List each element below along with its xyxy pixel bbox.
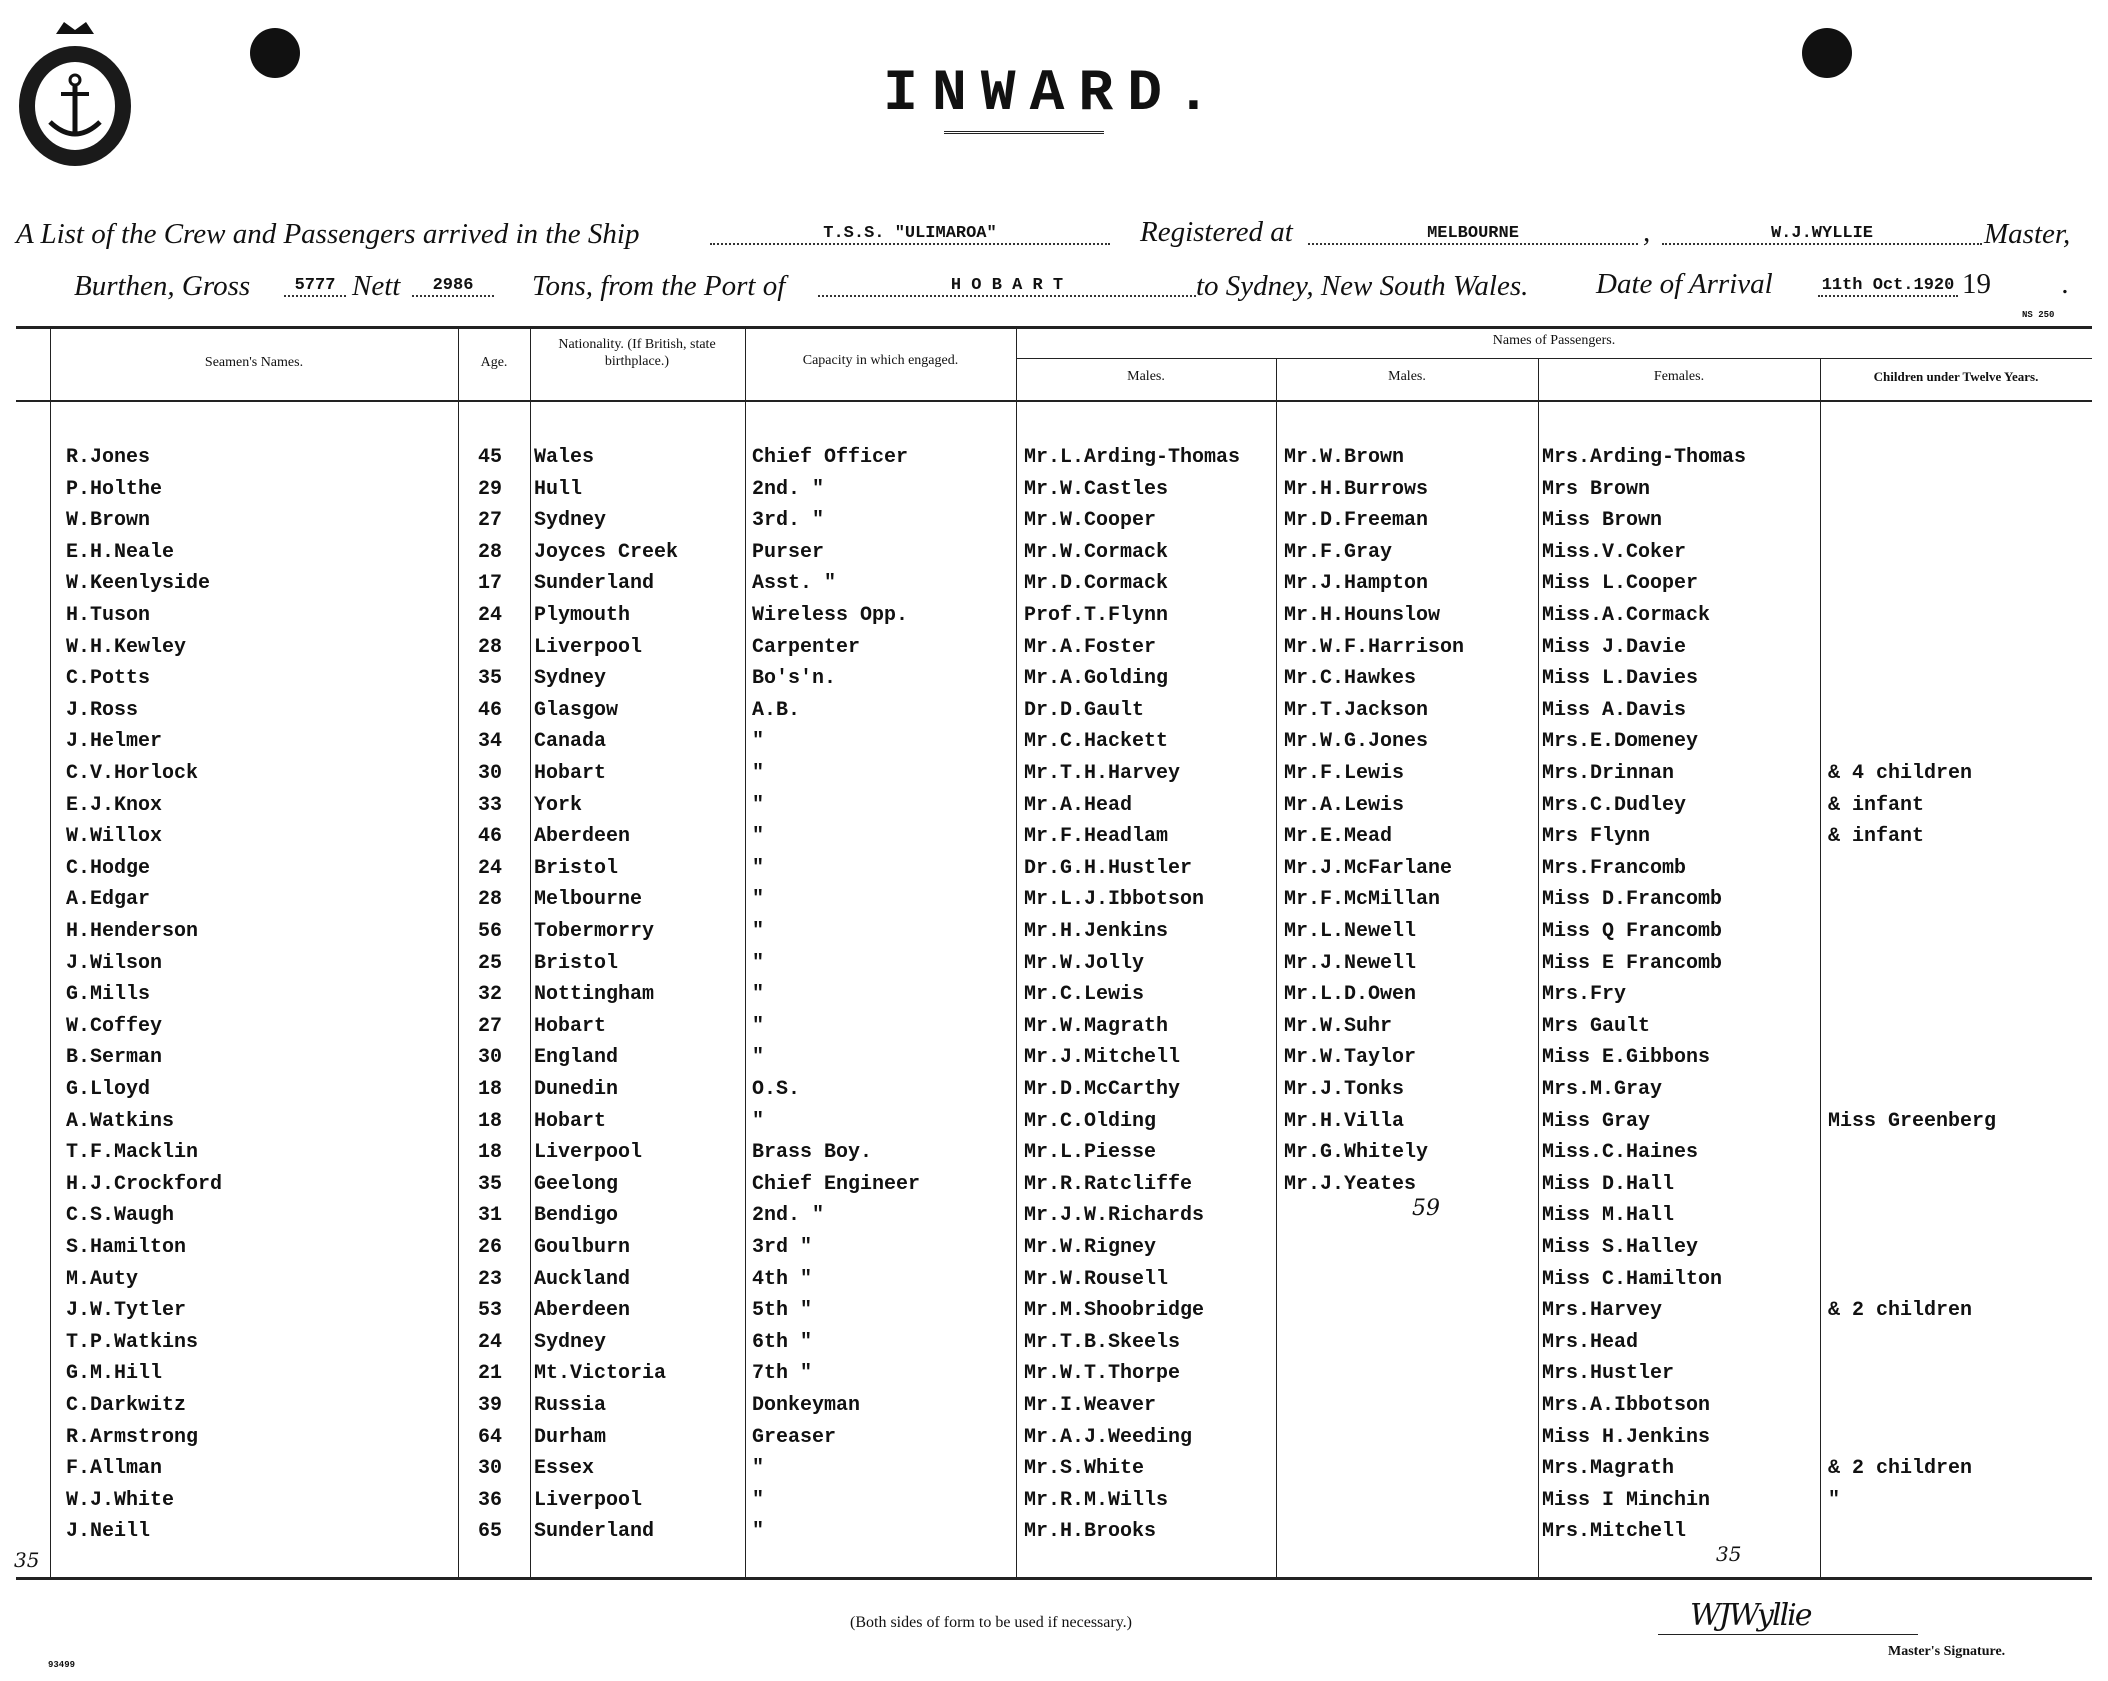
- seaman-name: C.Darkwitz: [66, 1394, 187, 1417]
- passenger-female: Mrs Gault: [1542, 1015, 1651, 1038]
- passenger-male: Mr.W.Cooper: [1024, 509, 1157, 532]
- seaman-age: 64: [478, 1426, 503, 1449]
- col-divider-1: [50, 327, 51, 1577]
- nett-label: Nett: [352, 270, 401, 302]
- seaman-capacity: 2nd. ": [752, 478, 825, 501]
- seaman-name: W.Keenlyside: [66, 572, 211, 595]
- passenger-female: Miss Brown: [1542, 509, 1663, 532]
- seaman-age: 32: [478, 983, 503, 1006]
- seaman-capacity: ": [752, 1046, 765, 1069]
- seaman-capacity: ": [752, 762, 765, 785]
- passenger-female: Mrs.Mitchell: [1542, 1520, 1687, 1543]
- seaman-nationality: Canada: [534, 730, 607, 753]
- passenger-female: Mrs.M.Gray: [1542, 1078, 1663, 1101]
- seaman-nationality: Hobart: [534, 762, 607, 785]
- signature-label: Master's Signature.: [1888, 1644, 2006, 1659]
- passenger-female: Mrs.E.Domeney: [1542, 730, 1699, 753]
- passenger-female: Miss E Francomb: [1542, 952, 1723, 975]
- seaman-age: 28: [478, 888, 503, 911]
- passenger-child-note: & infant: [1828, 794, 1925, 817]
- passenger-male: Mr.H.Brooks: [1024, 1520, 1157, 1543]
- passenger-female: Mrs.Drinnan: [1542, 762, 1675, 785]
- passenger-male: Mr.D.Freeman: [1284, 509, 1429, 532]
- seaman-capacity: 5th ": [752, 1299, 813, 1322]
- seaman-age: 29: [478, 478, 503, 501]
- seaman-age: 24: [478, 1331, 503, 1354]
- passenger-male: Mr.F.Gray: [1284, 541, 1393, 564]
- date-label: Date of Arrival: [1596, 268, 1773, 300]
- seaman-name: C.Potts: [66, 667, 151, 690]
- passenger-male: Prof.T.Flynn: [1024, 604, 1169, 627]
- seaman-name: G.M.Hill: [66, 1362, 163, 1385]
- passenger-male: Mr.F.Lewis: [1284, 762, 1405, 785]
- passenger-child-note: & 4 children: [1828, 762, 1973, 785]
- seaman-age: 28: [478, 636, 503, 659]
- seaman-capacity: ": [752, 857, 765, 880]
- passenger-female: Mrs Flynn: [1542, 825, 1651, 848]
- passenger-female: Mrs.Head: [1542, 1331, 1639, 1354]
- passenger-male: Mr.A.Head: [1024, 794, 1133, 817]
- passenger-female: Miss.C.Haines: [1542, 1141, 1699, 1164]
- seaman-nationality: Durham: [534, 1426, 607, 1449]
- passenger-male: Mr.R.Ratcliffe: [1024, 1173, 1193, 1196]
- passenger-male: Mr.A.Lewis: [1284, 794, 1405, 817]
- seaman-nationality: Sydney: [534, 509, 607, 532]
- seaman-name: H.Tuson: [66, 604, 151, 627]
- seaman-name: G.Lloyd: [66, 1078, 151, 1101]
- col-header-females: Females.: [1653, 369, 1705, 384]
- passenger-male: Mr.M.Shoobridge: [1024, 1299, 1205, 1322]
- seaman-capacity: O.S.: [752, 1078, 801, 1101]
- registered-port: MELBOURNE: [1308, 224, 1638, 245]
- seaman-capacity: ": [752, 983, 765, 1006]
- col-header-passengers: Names of Passengers.: [1492, 333, 1616, 348]
- form-code: NS 250: [2022, 310, 2055, 320]
- seaman-name: S.Hamilton: [66, 1236, 187, 1259]
- passenger-male: Mr.J.W.Richards: [1024, 1204, 1205, 1227]
- seaman-nationality: Joyces Creek: [534, 541, 679, 564]
- passenger-male: Mr.W.Jolly: [1024, 952, 1145, 975]
- seaman-name: A.Edgar: [66, 888, 151, 911]
- seaman-name: J.W.Tytler: [66, 1299, 187, 1322]
- page-title: INWARD.: [883, 62, 1225, 127]
- seaman-capacity: ": [752, 920, 765, 943]
- passenger-male: Mr.J.Tonks: [1284, 1078, 1405, 1101]
- passenger-male: Mr.T.B.Skeels: [1024, 1331, 1181, 1354]
- passenger-male: Mr.A.Foster: [1024, 636, 1157, 659]
- seaman-capacity: ": [752, 1110, 765, 1133]
- seaman-nationality: Essex: [534, 1457, 595, 1480]
- seaman-age: 65: [478, 1520, 503, 1543]
- master-signature: WJWyllie: [1690, 1598, 1811, 1633]
- title-rule: [944, 131, 1104, 134]
- passenger-male: Mr.T.H.Harvey: [1024, 762, 1181, 785]
- seaman-capacity: Carpenter: [752, 636, 861, 659]
- passenger-male: Mr.L.J.Ibbotson: [1024, 888, 1205, 911]
- passenger-male: Mr.F.Headlam: [1024, 825, 1169, 848]
- seaman-name: J.Wilson: [66, 952, 163, 975]
- seaman-capacity: 6th ": [752, 1331, 813, 1354]
- females-count-note: 35: [1716, 1542, 1742, 1566]
- passenger-male: Mr.C.Lewis: [1024, 983, 1145, 1006]
- seaman-nationality: Melbourne: [534, 888, 643, 911]
- col-divider-3: [530, 327, 531, 1577]
- seaman-nationality: Russia: [534, 1394, 607, 1417]
- seaman-age: 46: [478, 699, 503, 722]
- form-number: 93499: [48, 1660, 76, 1670]
- seaman-nationality: Liverpool: [534, 636, 643, 659]
- passenger-female: Miss M.Hall: [1542, 1204, 1675, 1227]
- seaman-age: 39: [478, 1394, 503, 1417]
- passenger-female: Miss L.Davies: [1542, 667, 1699, 690]
- crew-count-note: 35: [14, 1548, 40, 1572]
- seaman-age: 34: [478, 730, 503, 753]
- col-divider-8: [1820, 358, 1821, 1577]
- col-divider-4: [745, 327, 746, 1577]
- seaman-age: 21: [478, 1362, 503, 1385]
- passenger-female: Mrs.Fry: [1542, 983, 1627, 1006]
- seaman-nationality: Sydney: [534, 1331, 607, 1354]
- seaman-nationality: Wales: [534, 446, 595, 469]
- col-header-nationality: Nationality. (If British, state birthplace.): [558, 337, 716, 369]
- seaman-age: 18: [478, 1078, 503, 1101]
- seaman-age: 18: [478, 1110, 503, 1133]
- seaman-capacity: 4th ": [752, 1268, 813, 1291]
- seaman-nationality: Hobart: [534, 1015, 607, 1038]
- seaman-name: W.H.Kewley: [66, 636, 187, 659]
- passenger-male: Mr.J.McFarlane: [1284, 857, 1453, 880]
- seaman-capacity: Wireless Opp.: [752, 604, 909, 627]
- passenger-male: Mr.L.Arding-Thomas: [1024, 446, 1241, 469]
- seaman-name: J.Ross: [66, 699, 139, 722]
- seaman-capacity: ": [752, 825, 765, 848]
- seaman-age: 45: [478, 446, 503, 469]
- passenger-male: Mr.E.Mead: [1284, 825, 1393, 848]
- seaman-name: C.S.Waugh: [66, 1204, 175, 1227]
- passenger-child-note: & infant: [1828, 825, 1925, 848]
- seaman-capacity: ": [752, 1457, 765, 1480]
- seaman-name: R.Armstrong: [66, 1426, 199, 1449]
- passenger-female: Mrs.Arding-Thomas: [1542, 446, 1747, 469]
- header-comma: ,: [1643, 216, 1651, 248]
- seaman-age: 53: [478, 1299, 503, 1322]
- seaman-capacity: ": [752, 730, 765, 753]
- passenger-child-note: & 2 children: [1828, 1299, 1973, 1322]
- passenger-female: Miss A.Davis: [1542, 699, 1687, 722]
- passenger-male: Mr.L.Piesse: [1024, 1141, 1157, 1164]
- seaman-age: 27: [478, 509, 503, 532]
- passenger-female: Mrs.C.Dudley: [1542, 794, 1687, 817]
- passenger-male: Mr.L.D.Owen: [1284, 983, 1417, 1006]
- passenger-male: Mr.W.Rigney: [1024, 1236, 1157, 1259]
- passenger-male: Mr.I.Weaver: [1024, 1394, 1157, 1417]
- passengers-subheader-rule: [1016, 358, 2092, 359]
- table-top-border: [16, 326, 2092, 329]
- passenger-female: Miss J.Davie: [1542, 636, 1687, 659]
- seaman-age: 33: [478, 794, 503, 817]
- passenger-male: Mr.S.White: [1024, 1457, 1145, 1480]
- seaman-nationality: Goulburn: [534, 1236, 631, 1259]
- passenger-female: Miss.V.Coker: [1542, 541, 1687, 564]
- seaman-name: R.Jones: [66, 446, 151, 469]
- seaman-capacity: Asst. ": [752, 572, 837, 595]
- seaman-nationality: Hull: [534, 478, 583, 501]
- seaman-name: E.H.Neale: [66, 541, 175, 564]
- passenger-female: Mrs.Francomb: [1542, 857, 1687, 880]
- burthen-label: Burthen, Gross: [74, 270, 251, 302]
- passenger-female: Mrs.Magrath: [1542, 1457, 1675, 1480]
- passenger-child-note: Miss Greenberg: [1828, 1110, 1997, 1133]
- passenger-male: Mr.W.F.Harrison: [1284, 636, 1465, 659]
- seaman-age: 28: [478, 541, 503, 564]
- passenger-female: Mrs.Harvey: [1542, 1299, 1663, 1322]
- passenger-male: Dr.G.H.Hustler: [1024, 857, 1193, 880]
- passenger-male: Mr.W.Castles: [1024, 478, 1169, 501]
- passenger-male: Mr.W.Taylor: [1284, 1046, 1417, 1069]
- seaman-capacity: ": [752, 794, 765, 817]
- seaman-age: 30: [478, 1457, 503, 1480]
- header-line1-prefix: A List of the Crew and Passengers arrived in the Ship: [16, 218, 640, 250]
- seaman-name: B.Serman: [66, 1046, 163, 1069]
- seaman-name: H.J.Crockford: [66, 1173, 223, 1196]
- passenger-female: Miss D.Francomb: [1542, 888, 1723, 911]
- passenger-female: Miss L.Cooper: [1542, 572, 1699, 595]
- seaman-nationality: Sunderland: [534, 1520, 655, 1543]
- seaman-age: 24: [478, 857, 503, 880]
- passenger-male: Mr.W.Suhr: [1284, 1015, 1393, 1038]
- passenger-female: Miss C.Hamilton: [1542, 1268, 1723, 1291]
- seaman-capacity: ": [752, 888, 765, 911]
- seaman-nationality: Glasgow: [534, 699, 619, 722]
- arrival-date: 11th Oct.1920: [1818, 276, 1958, 297]
- seaman-nationality: Mt.Victoria: [534, 1362, 667, 1385]
- col-header-capacity: Capacity in which engaged.: [802, 353, 959, 368]
- passenger-male: Mr.W.Cormack: [1024, 541, 1169, 564]
- passenger-male: Mr.W.Rousell: [1024, 1268, 1169, 1291]
- master-label: Master,: [1984, 218, 2071, 250]
- col-divider-5: [1016, 327, 1017, 1577]
- passenger-male: Mr.H.Burrows: [1284, 478, 1429, 501]
- passenger-male: Mr.H.Villa: [1284, 1110, 1405, 1133]
- passenger-female: Mrs.Hustler: [1542, 1362, 1675, 1385]
- nett-tons: 2986: [412, 276, 494, 297]
- passenger-male: Mr.D.Cormack: [1024, 572, 1169, 595]
- seaman-nationality: Aberdeen: [534, 1299, 631, 1322]
- seaman-age: 35: [478, 667, 503, 690]
- seaman-name: H.Henderson: [66, 920, 199, 943]
- table-bottom-border: [16, 1577, 2092, 1580]
- passenger-male: Mr.R.M.Wills: [1024, 1489, 1169, 1512]
- seaman-name: W.Brown: [66, 509, 151, 532]
- seaman-name: F.Allman: [66, 1457, 163, 1480]
- seaman-nationality: Liverpool: [534, 1141, 643, 1164]
- seaman-nationality: Liverpool: [534, 1489, 643, 1512]
- seaman-capacity: 3rd ": [752, 1236, 813, 1259]
- passenger-male: Mr.D.McCarthy: [1024, 1078, 1181, 1101]
- year-suffix: 19: [1962, 268, 1991, 300]
- passenger-male: Mr.C.Hawkes: [1284, 667, 1417, 690]
- footer-note: (Both sides of form to be used if necessary.): [850, 1614, 1132, 1631]
- passenger-female: Miss.A.Cormack: [1542, 604, 1711, 627]
- passenger-male: Mr.J.Newell: [1284, 952, 1417, 975]
- destination-label: to Sydney, New South Wales.: [1196, 270, 1529, 302]
- header-period: .: [2062, 268, 2070, 300]
- seaman-name: M.Auty: [66, 1268, 139, 1291]
- passenger-male: Mr.C.Hackett: [1024, 730, 1169, 753]
- seaman-nationality: Tobermorry: [534, 920, 655, 943]
- seaman-nationality: Bristol: [534, 857, 619, 880]
- seaman-nationality: England: [534, 1046, 619, 1069]
- passenger-male: Mr.W.T.Thorpe: [1024, 1362, 1181, 1385]
- seaman-age: 23: [478, 1268, 503, 1291]
- seaman-name: W.J.White: [66, 1489, 175, 1512]
- seaman-name: P.Holthe: [66, 478, 163, 501]
- passenger-male: Mr.T.Jackson: [1284, 699, 1429, 722]
- seaman-name: E.J.Knox: [66, 794, 163, 817]
- passenger-male: Mr.L.Newell: [1284, 920, 1417, 943]
- seaman-age: 18: [478, 1141, 503, 1164]
- passenger-male: Mr.J.Yeates: [1284, 1173, 1417, 1196]
- passenger-male: Mr.F.McMillan: [1284, 888, 1441, 911]
- passenger-male: Mr.A.Golding: [1024, 667, 1169, 690]
- gross-tons: 5777: [284, 276, 346, 297]
- seaman-nationality: Auckland: [534, 1268, 631, 1291]
- seaman-capacity: ": [752, 952, 765, 975]
- passenger-child-note: ": [1828, 1489, 1841, 1512]
- passenger-female: Miss E.Gibbons: [1542, 1046, 1711, 1069]
- seaman-nationality: Bendigo: [534, 1204, 619, 1227]
- passenger-female: Mrs.A.Ibbotson: [1542, 1394, 1711, 1417]
- seaman-nationality: Hobart: [534, 1110, 607, 1133]
- signature-line: [1658, 1634, 1918, 1635]
- col-divider-7: [1538, 358, 1539, 1577]
- seaman-age: 35: [478, 1173, 503, 1196]
- seaman-nationality: Nottingham: [534, 983, 655, 1006]
- passenger-female: Miss D.Hall: [1542, 1173, 1675, 1196]
- seaman-capacity: Purser: [752, 541, 825, 564]
- seaman-nationality: Plymouth: [534, 604, 631, 627]
- tons-label: Tons, from the Port of: [532, 270, 786, 302]
- passenger-male: Mr.W.Magrath: [1024, 1015, 1169, 1038]
- seaman-capacity: 2nd. ": [752, 1204, 825, 1227]
- col-header-children: Children under Twelve Years.: [1873, 369, 2039, 384]
- col-header-seamen: Seamen's Names.: [204, 355, 304, 370]
- seaman-name: W.Willox: [66, 825, 163, 848]
- passenger-male: Dr.D.Gault: [1024, 699, 1145, 722]
- seaman-name: T.P.Watkins: [66, 1331, 199, 1354]
- passenger-male: Mr.J.Hampton: [1284, 572, 1429, 595]
- seaman-capacity: Brass Boy.: [752, 1141, 873, 1164]
- seaman-capacity: ": [752, 1489, 765, 1512]
- passenger-male: Mr.H.Jenkins: [1024, 920, 1169, 943]
- seaman-age: 24: [478, 604, 503, 627]
- seaman-name: J.Helmer: [66, 730, 163, 753]
- seaman-nationality: Aberdeen: [534, 825, 631, 848]
- seaman-nationality: Bristol: [534, 952, 619, 975]
- seaman-age: 56: [478, 920, 503, 943]
- passenger-female: Miss H.Jenkins: [1542, 1426, 1711, 1449]
- seaman-age: 36: [478, 1489, 503, 1512]
- passenger-male: Mr.J.Mitchell: [1024, 1046, 1181, 1069]
- seaman-name: W.Coffey: [66, 1015, 163, 1038]
- passenger-female: Miss Q Francomb: [1542, 920, 1723, 943]
- seaman-age: 31: [478, 1204, 503, 1227]
- col-divider-6: [1276, 358, 1277, 1577]
- departure-port: H O B A R T: [818, 276, 1196, 297]
- seaman-nationality: Geelong: [534, 1173, 619, 1196]
- seaman-age: 25: [478, 952, 503, 975]
- seaman-nationality: Sunderland: [534, 572, 655, 595]
- seaman-age: 17: [478, 572, 503, 595]
- seaman-age: 46: [478, 825, 503, 848]
- seaman-name: C.Hodge: [66, 857, 151, 880]
- col-divider-2: [458, 327, 459, 1577]
- table-header-border: [16, 400, 2092, 402]
- registered-label: Registered at: [1140, 216, 1293, 248]
- seaman-name: A.Watkins: [66, 1110, 175, 1133]
- master-name: W.J.WYLLIE: [1662, 224, 1982, 245]
- seaman-capacity: Chief Engineer: [752, 1173, 921, 1196]
- ship-name: T.S.S. "ULIMAROA": [710, 224, 1110, 245]
- passenger-female: Miss Gray: [1542, 1110, 1651, 1133]
- males2-count-note: 59: [1412, 1196, 1440, 1221]
- seaman-age: 30: [478, 1046, 503, 1069]
- seaman-age: 26: [478, 1236, 503, 1259]
- col-header-males-2: Males.: [1388, 369, 1426, 384]
- seaman-name: C.V.Horlock: [66, 762, 199, 785]
- seaman-age: 27: [478, 1015, 503, 1038]
- seaman-capacity: ": [752, 1520, 765, 1543]
- passenger-child-note: & 2 children: [1828, 1457, 1973, 1480]
- seaman-capacity: Chief Officer: [752, 446, 909, 469]
- passenger-female: Miss I Minchin: [1542, 1489, 1711, 1512]
- seaman-nationality: Sydney: [534, 667, 607, 690]
- seaman-nationality: York: [534, 794, 583, 817]
- seaman-nationality: Dunedin: [534, 1078, 619, 1101]
- seaman-name: T.F.Macklin: [66, 1141, 199, 1164]
- seaman-capacity: 3rd. ": [752, 509, 825, 532]
- passenger-female: Miss S.Halley: [1542, 1236, 1699, 1259]
- passenger-male: Mr.W.G.Jones: [1284, 730, 1429, 753]
- seaman-capacity: Greaser: [752, 1426, 837, 1449]
- seaman-capacity: ": [752, 1015, 765, 1038]
- seaman-capacity: A.B.: [752, 699, 801, 722]
- col-header-age: Age.: [480, 355, 508, 370]
- seaman-capacity: Bo's'n.: [752, 667, 837, 690]
- seaman-name: G.Mills: [66, 983, 151, 1006]
- seaman-age: 30: [478, 762, 503, 785]
- passenger-female: Mrs Brown: [1542, 478, 1651, 501]
- seaman-name: J.Neill: [66, 1520, 151, 1543]
- passenger-male: Mr.C.Olding: [1024, 1110, 1157, 1133]
- passenger-male: Mr.A.J.Weeding: [1024, 1426, 1193, 1449]
- passenger-male: Mr.H.Hounslow: [1284, 604, 1441, 627]
- passenger-male: Mr.W.Brown: [1284, 446, 1405, 469]
- col-header-males-1: Males.: [1127, 369, 1165, 384]
- seaman-capacity: 7th ": [752, 1362, 813, 1385]
- seaman-capacity: Donkeyman: [752, 1394, 861, 1417]
- passenger-male: Mr.G.Whitely: [1284, 1141, 1429, 1164]
